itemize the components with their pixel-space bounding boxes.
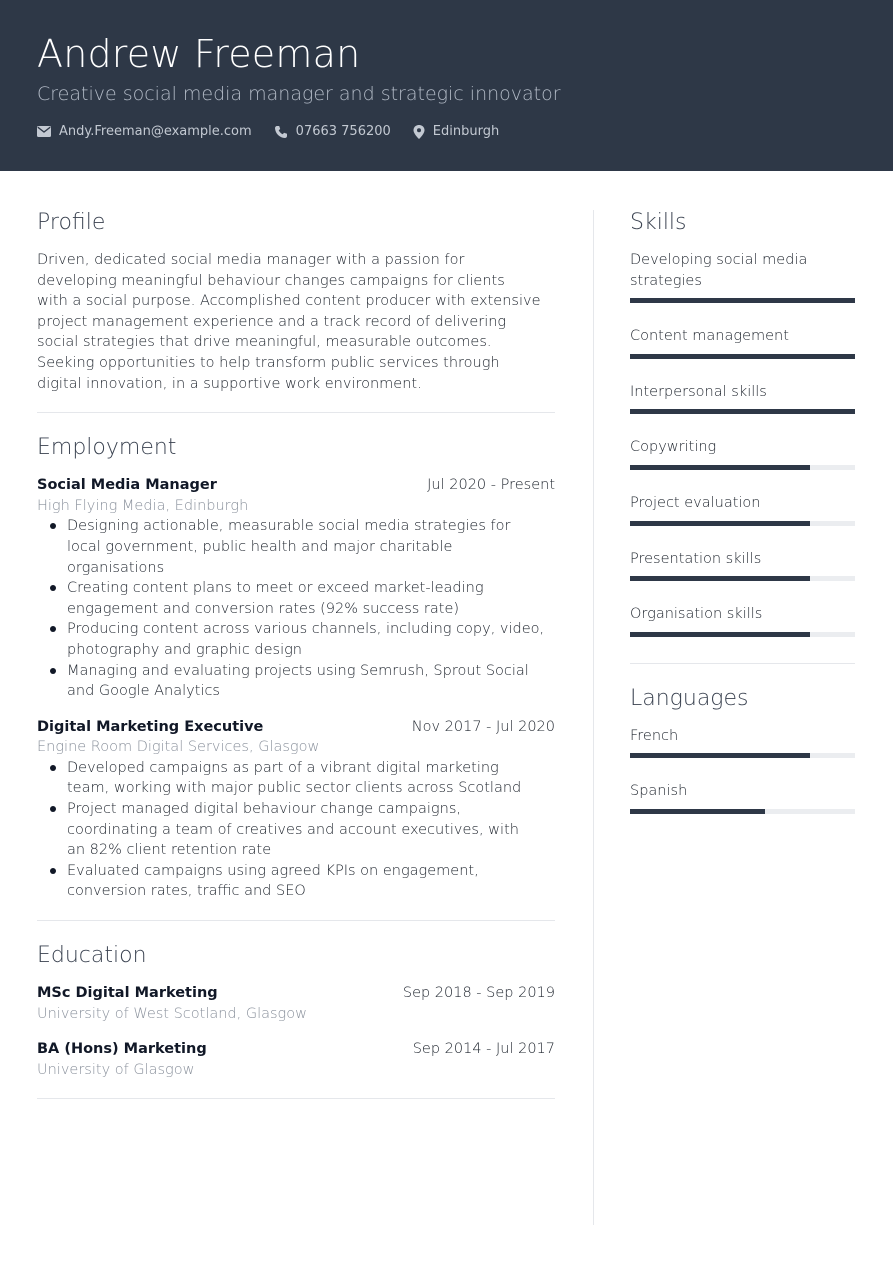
section-divider [37, 412, 555, 413]
bullet-line: local government, public health and major charitable [67, 538, 453, 555]
profile-line: developing meaningful behaviour changes campaigns for clients [37, 272, 505, 289]
skill-name [630, 493, 855, 514]
label-line: Interpersonal skills [630, 383, 767, 400]
list-item [67, 799, 555, 861]
job-bullets [67, 516, 555, 701]
skill-item [630, 326, 855, 359]
skills-section [630, 208, 855, 637]
languages-list [630, 726, 855, 814]
education-school: University of West Scotland, Glasgow [37, 1005, 307, 1022]
skill-level-bar [630, 354, 855, 359]
list-item [67, 758, 555, 799]
job-dates: Nov 2017 - Jul 2020 [411, 718, 555, 735]
contact-phone-text: 07663 756200 [295, 124, 391, 139]
bullet-line: an 82% client retention rate [67, 842, 272, 859]
job-header [37, 475, 555, 496]
job-bullets [67, 758, 555, 902]
profile-line: social strategies that drive meaningful, measurable outcomes. [37, 334, 492, 351]
language-item [630, 726, 855, 759]
label-line: Organisation skills [630, 606, 763, 623]
language-name [630, 726, 855, 747]
education-header [37, 1039, 555, 1060]
education-degree: BA (Hons) Marketing [37, 1041, 207, 1058]
contact-email[interactable] [37, 124, 252, 139]
list-item [67, 661, 555, 702]
bullet-line: and Google Analytics [67, 683, 220, 700]
list-item [67, 861, 555, 902]
contact-email-text: Andy.Freeman@example.com [59, 124, 252, 139]
label-line: French [630, 727, 679, 744]
skill-name [630, 604, 855, 625]
list-item [67, 578, 555, 619]
level-bar-fill [630, 809, 765, 814]
column-divider [593, 210, 594, 1225]
list-item [67, 516, 555, 578]
level-bar-fill [630, 753, 810, 758]
skill-name [630, 326, 855, 347]
bullet-line: conversion rates, traffic and SEO [67, 883, 306, 900]
profile-line: digital innovation, in a supportive work environment. [37, 375, 422, 392]
profile-line: project management experience and a track record of delivering [37, 313, 507, 330]
languages-title: Languages [630, 685, 749, 711]
skill-name [630, 549, 855, 570]
language-level-bar [630, 809, 855, 814]
label-line: strategies [630, 272, 702, 289]
label-line: Copywriting [630, 439, 717, 456]
bullet-line: Project managed digital behaviour change campaigns, [67, 801, 461, 818]
skill-level-bar [630, 409, 855, 414]
bullet-line: Evaluated campaigns using agreed KPIs on engagement, [67, 862, 479, 879]
bullet-line: organisations [67, 559, 165, 576]
section-divider [37, 1098, 555, 1099]
employment-title: Employment [37, 435, 177, 461]
skill-name [630, 250, 855, 291]
profile-title: Profile [37, 210, 106, 235]
language-name [630, 781, 855, 802]
location-pin-icon [413, 125, 425, 139]
envelope-icon [37, 126, 51, 137]
list-item [67, 619, 555, 660]
job-entry [37, 475, 555, 702]
language-item [630, 781, 855, 814]
bullet-line: Creating content plans to meet or exceed market-leading [67, 580, 484, 597]
skill-level-bar [630, 576, 855, 581]
employment-section [37, 433, 555, 902]
section-divider [630, 663, 855, 664]
education-title: Education [37, 943, 147, 969]
level-bar-fill [630, 632, 810, 637]
skill-level-bar [630, 465, 855, 470]
skill-level-bar [630, 632, 855, 637]
profile-line: with a social purpose. Accomplished content producer with extensive [37, 293, 541, 310]
phone-icon [274, 125, 288, 139]
bullet-line: Producing content across various channels, including copy, video, [67, 621, 545, 638]
section-divider [37, 920, 555, 921]
skill-level-bar [630, 298, 855, 303]
resume-header [0, 0, 893, 171]
level-bar-fill [630, 576, 810, 581]
job-company: High Flying Media, Edinburgh [37, 497, 249, 514]
level-bar-fill [630, 409, 855, 414]
education-degree: MSc Digital Marketing [37, 985, 218, 1002]
skill-item [630, 382, 855, 415]
skills-title: Skills [630, 210, 687, 235]
level-bar-fill [630, 298, 855, 303]
job-title: Social Media Manager [37, 477, 217, 494]
skill-name [630, 437, 855, 458]
label-line: Developing social media [630, 252, 808, 268]
skill-level-bar [630, 521, 855, 526]
education-section [37, 941, 555, 1080]
bullet-line: Developed campaigns as part of a vibrant digital marketing [67, 759, 499, 776]
job-header [37, 717, 555, 738]
job-dates: Jul 2020 - Present [427, 477, 555, 494]
education-header [37, 983, 555, 1004]
education-school: University of Glasgow [37, 1061, 195, 1078]
label-line: Project evaluation [630, 494, 761, 511]
contact-location [413, 124, 499, 139]
sidebar-column [630, 208, 855, 814]
contact-location-text: Edinburgh [432, 124, 500, 139]
skill-item [630, 549, 855, 582]
skills-list [630, 250, 855, 637]
label-line: Presentation skills [630, 550, 762, 567]
education-dates: Sep 2018 - Sep 2019 [402, 985, 555, 1002]
main-column [37, 208, 555, 1099]
bullet-line: Managing and evaluating projects using Semrush, Sprout Social [67, 662, 529, 679]
language-level-bar [630, 753, 855, 758]
profile-text [37, 250, 555, 394]
bullet-line: team, working with major public sector clients across Scotland [67, 780, 522, 797]
job-title: Digital Marketing Executive [37, 718, 264, 735]
contact-list [37, 124, 521, 139]
contact-phone[interactable] [274, 124, 391, 139]
candidate-tagline: Creative social media manager and strategic innovator [37, 83, 561, 105]
profile-line: Seeking opportunities to help transform public services through [37, 354, 500, 371]
languages-section [630, 684, 855, 814]
skill-item [630, 437, 855, 470]
skill-item [630, 604, 855, 637]
bullet-line: coordinating a team of creatives and account executives, with [67, 821, 519, 838]
education-entry [37, 983, 555, 1024]
level-bar-fill [630, 354, 855, 359]
level-bar-fill [630, 521, 810, 526]
label-line: Spanish [630, 783, 688, 800]
education-entry [37, 1039, 555, 1080]
job-entry [37, 717, 555, 902]
profile-section [37, 208, 555, 394]
profile-line: Driven, dedicated social media manager with a passion for [37, 252, 465, 268]
education-dates: Sep 2014 - Jul 2017 [412, 1041, 555, 1058]
bullet-line: photography and graphic design [67, 641, 302, 658]
level-bar-fill [630, 465, 810, 470]
label-line: Content management [630, 328, 789, 345]
candidate-name: Andrew Freeman [37, 32, 361, 76]
skill-item [630, 493, 855, 526]
bullet-line: engagement and conversion rates (92% success rate) [67, 600, 460, 617]
skill-item [630, 250, 855, 303]
skill-name [630, 382, 855, 403]
bullet-line: Designing actionable, measurable social media strategies for [67, 518, 511, 535]
job-company: Engine Room Digital Services, Glasgow [37, 739, 320, 756]
